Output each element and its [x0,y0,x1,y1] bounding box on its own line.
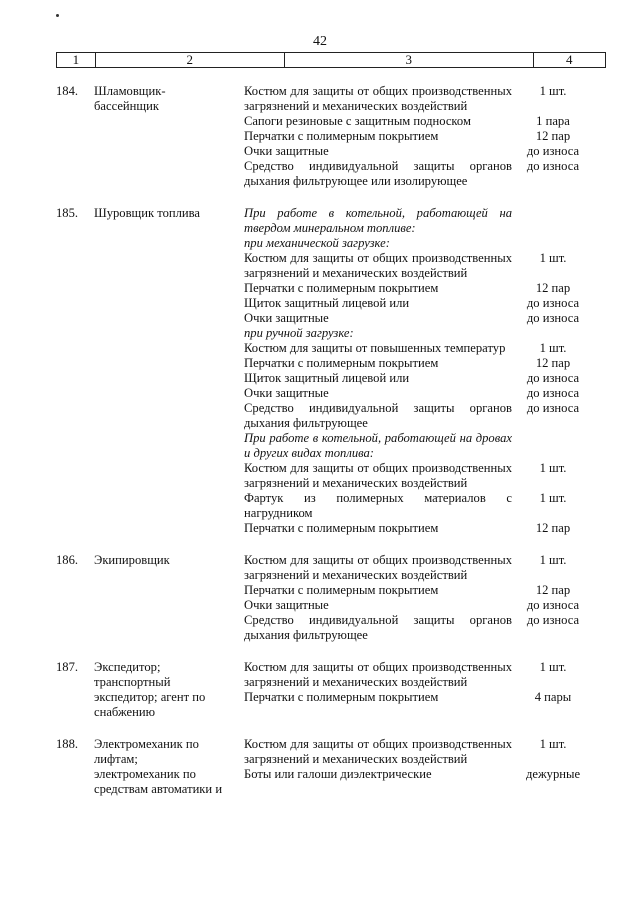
issue-norm: 1 шт. [539,491,567,505]
list-item [244,431,594,461]
profession-line: Электромеханик по [94,737,199,751]
column-header-row [56,52,606,68]
list-item [244,341,594,356]
list-item [244,491,594,521]
equipment-name: Костюм для защиты от общих производственных загрязнений и механических воздействий [244,84,512,113]
equipment-name: Средство индивидуальной защиты органов дыхания фильтрующее или изолирующее [244,159,512,188]
equipment-name: Перчатки с полимерным покрытием [244,583,439,597]
list-item [244,613,594,643]
equipment-name: Очки защитные [244,311,329,325]
list-item [244,326,594,341]
list-item [244,583,594,598]
profession-name [94,206,244,536]
equipment-name: Боты или галоши диэлектрические [244,767,432,781]
column-header-1: 1 [57,53,96,68]
issue-norm: до износа [526,144,580,158]
list-item [244,84,594,114]
list-item [244,356,594,371]
list-item [244,553,594,583]
equipment-name: Перчатки с полимерным покрытием [244,356,439,370]
list-item [244,159,594,189]
profession-line: Шуровщик топлива [94,206,201,220]
list-item [244,461,594,491]
issue-norm: 12 пар [535,583,571,597]
column-header-4: 4 [533,53,605,68]
table-row [56,553,606,643]
equipment-name: Щиток защитный лицевой или [244,371,410,385]
column-header-3: 3 [284,53,533,68]
issue-norm: 1 шт. [539,461,567,475]
protective-equipment-list [244,737,594,797]
profession-line: Экипировщик [94,553,170,567]
equipment-name: Очки защитные [244,598,329,612]
issue-norm: 1 шт. [539,84,567,98]
list-item [244,660,594,690]
condition-heading: При работе в котельной, работающей на твердом минеральном топливе: [244,206,512,235]
equipment-name: Костюм для защиты от общих производственных загрязнений и механических воздействий [244,461,512,490]
list-item [244,371,594,386]
issue-norm: до износа [526,311,580,325]
document-table-body [56,84,606,797]
list-item [244,206,594,236]
issue-norm: до износа [526,371,580,385]
issue-norm [512,236,594,251]
issue-norm: дежурные [525,767,581,781]
issue-norm: 12 пар [535,281,571,295]
list-item [244,386,594,401]
equipment-name: Очки защитные [244,144,329,158]
list-item [244,251,594,281]
table-row [56,737,606,797]
list-item [244,144,594,159]
profession-line: Шламовщик- [94,84,166,98]
row-number: 184. [56,84,79,98]
issue-norm: до износа [526,296,580,310]
table-row [56,660,606,720]
equipment-name: Костюм для защиты от общих производственных загрязнений и механических воздействий [244,251,512,280]
protective-equipment-list [244,206,594,536]
equipment-name: Средство индивидуальной защиты органов дыхания фильтрующее [244,401,512,430]
row-number: 187. [56,660,79,674]
equipment-name: Костюм для защиты от повышенных температур [244,341,506,355]
issue-norm: 1 шт. [539,660,567,674]
issue-norm [512,206,594,236]
profession-name [94,84,244,189]
column-header-2: 2 [95,53,284,68]
list-item [244,114,594,129]
equipment-name: Костюм для защиты от общих производственных загрязнений и механических воздействий [244,660,512,689]
equipment-name: Сапоги резиновые с защитным подноском [244,114,471,128]
profession-line: транспортный [94,675,171,689]
profession-name [94,737,244,797]
list-item [244,129,594,144]
issue-norm: 12 пар [535,129,571,143]
profession-line: снабжению [94,705,156,719]
list-item [244,236,594,251]
issue-norm: до износа [526,598,580,612]
condition-heading: при ручной загрузке: [244,326,354,340]
entry-gap [56,189,606,206]
equipment-name: Очки защитные [244,386,329,400]
list-item [244,311,594,326]
condition-heading: При работе в котельной, работающей на дровах и других видах топлива: [244,431,512,460]
protective-equipment-list [244,553,594,643]
entry-gap [56,536,606,553]
list-item [244,598,594,613]
issue-norm: 12 пар [535,356,571,370]
issue-norm: до износа [526,386,580,400]
list-item [244,401,594,431]
equipment-name: Костюм для защиты от общих производственных загрязнений и механических воздействий [244,553,512,582]
equipment-name: Перчатки с полимерным покрытием [244,521,439,535]
protective-equipment-list [244,660,594,720]
profession-line: Экспедитор; [94,660,161,674]
list-item [244,281,594,296]
protective-equipment-list [244,84,594,189]
profession-name [94,660,244,720]
profession-line: бассейнщик [94,99,159,113]
list-item [244,737,594,767]
table-row [56,84,606,189]
equipment-name: Средство индивидуальной защиты органов дыхания фильтрующее [244,613,512,642]
table-row [56,206,606,536]
entry-gap [56,643,606,660]
profession-line: экспедитор; агент по [94,690,206,704]
entry-gap [56,720,606,737]
list-item [244,296,594,311]
issue-norm: 12 пар [535,521,571,535]
issue-norm: до износа [526,613,580,627]
row-number: 186. [56,553,79,567]
list-item [244,521,594,536]
profession-line: средствам автоматики и [94,782,223,796]
issue-norm [512,326,594,341]
condition-heading: при механической загрузке: [244,236,390,250]
issue-norm: 4 пары [534,690,572,704]
row-number: 185. [56,206,79,220]
page-number: 42 [313,34,327,49]
equipment-name: Костюм для защиты от общих производственных загрязнений и механических воздействий [244,737,512,766]
profession-line: электромеханик по [94,767,196,781]
issue-norm: 1 шт. [539,737,567,751]
issue-norm: 1 шт. [539,341,567,355]
issue-norm [512,431,594,461]
issue-norm: 1 шт. [539,553,567,567]
scan-speck [56,14,59,17]
profession-line: лифтам; [94,752,138,766]
row-number: 188. [56,737,79,751]
list-item [244,767,594,782]
equipment-name: Перчатки с полимерным покрытием [244,281,439,295]
issue-norm: 1 пара [536,114,570,128]
issue-norm: 1 шт. [539,251,567,265]
equipment-name: Перчатки с полимерным покрытием [244,129,439,143]
equipment-name: Щиток защитный лицевой или [244,296,410,310]
issue-norm: до износа [526,401,580,415]
list-item [244,690,594,705]
profession-name [94,553,244,643]
issue-norm: до износа [526,159,580,173]
equipment-name: Фартук из полимерных материалов с нагрудником [244,491,512,520]
equipment-name: Перчатки с полимерным покрытием [244,690,439,704]
